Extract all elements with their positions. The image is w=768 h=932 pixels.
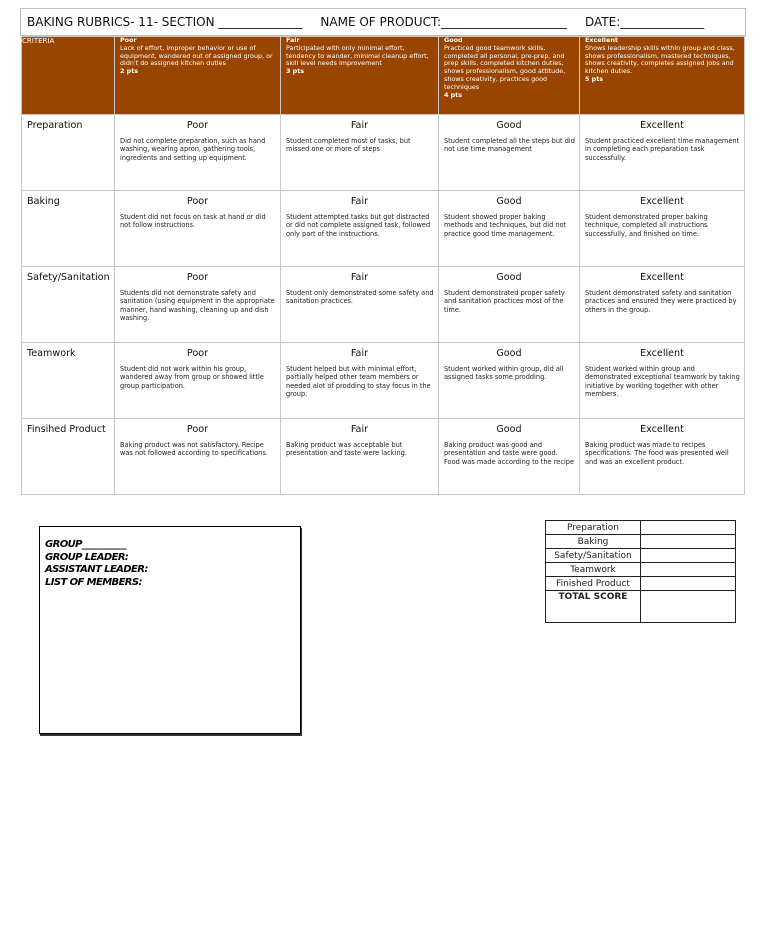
level-description: Practiced good teamwork skills, completed all personal, pre-prep, and prep skills, completed kitchen duties, shows professionalism, good attitude, shows creativity, practices good techniques <box>444 43 566 91</box>
criterion-label: Baking <box>22 191 115 267</box>
rubric-row-safety-sanitation <box>22 267 745 343</box>
level-title: Excellent <box>585 36 618 44</box>
level-header-excellent <box>580 37 745 115</box>
score-row <box>546 577 736 591</box>
group-info-box <box>39 526 301 734</box>
cell-level: Fair <box>350 424 369 435</box>
score-value-cell <box>641 521 736 535</box>
group-field: GROUP__________ <box>45 539 126 550</box>
cell-description: Student did not focus on task at hand or did not follow instructions. <box>120 213 266 230</box>
cell-description: Student worked within group, did all assigned tasks some prodding. <box>444 365 564 382</box>
cell-description: Student worked within group and demonstrated exceptional teamwork by taking initiative by working together with other members. <box>585 365 740 399</box>
score-value-cell <box>641 535 736 549</box>
cell-level: Fair <box>350 272 369 283</box>
rubric-cell <box>439 267 580 343</box>
score-row <box>546 549 736 563</box>
score-row <box>546 521 736 535</box>
criterion-label: Teamwork <box>22 343 115 419</box>
cell-level: Excellent <box>640 120 684 131</box>
rubric-header-row <box>22 37 745 115</box>
rubric-cell <box>281 267 439 343</box>
rubric-row-finished-product <box>22 419 745 495</box>
level-points: 4 pts <box>444 90 463 99</box>
score-label: Baking <box>546 535 641 549</box>
cell-description: Student did not work within his group, wandered away from group or showed little group participation. <box>120 365 264 390</box>
product-name-field: NAME OF PRODUCT:_____________________ <box>320 15 567 29</box>
level-title: Good <box>444 36 463 44</box>
total-score-cell <box>641 591 736 623</box>
cell-description: Baking product was good and presentation and taste were good. Food was made according to the recipe <box>444 441 575 466</box>
score-value-cell <box>641 577 736 591</box>
score-label: Finished Product <box>546 577 641 591</box>
criterion-label: Safety/Sanitation <box>22 267 115 343</box>
members-list-field: LIST OF MEMBERS: <box>45 576 142 588</box>
cell-level: Poor <box>186 196 209 207</box>
criterion-label: Finsihed Product <box>22 419 115 495</box>
level-description: Shows leadership skills within group and class, shows professionalism, mastered techniques, shows creativity, completes assigned jobs and kitchen duties. <box>585 43 735 76</box>
rubric-cell <box>115 267 281 343</box>
cell-description: Student practiced excellent time management in completing each preparation task successfully. <box>585 137 740 162</box>
cell-level: Good <box>496 348 522 359</box>
assistant-leader-field: ASSISTANT LEADER: <box>45 564 148 575</box>
cell-description: Baking product was not satisfactory. Recipe was not followed according to specifications. <box>120 441 268 458</box>
rubric-cell <box>580 267 745 343</box>
level-title: Fair <box>286 36 300 44</box>
cell-description: Student only demonstrated some safety and sanitation practices. <box>286 289 434 306</box>
cell-description: Baking product was made to recipes specifications. The food was presented well and was an excellent product. <box>585 441 729 466</box>
cell-level: Good <box>496 120 522 131</box>
rubric-row-baking <box>22 191 745 267</box>
cell-description: Did not complete preparation, such as hand washing, wearing apron, gathering tools, ingredients and setting up equipment. <box>120 137 266 162</box>
cell-description: Student attempted tasks but got distracted or did not complete assigned task, followed only part of the instructions. <box>286 213 431 238</box>
cell-description: Student completed all the steps but did not use time management <box>444 137 575 154</box>
total-score-row <box>546 591 736 623</box>
cell-description: Students did not demonstrate safety and sanitation (using equipment in the appropriate manner, hand washing, cleaning up and dish washing. <box>120 289 275 323</box>
rubric-cell <box>580 343 745 419</box>
rubric-cell <box>281 191 439 267</box>
cell-level: Poor <box>186 272 209 283</box>
score-value-cell <box>641 563 736 577</box>
level-points: 3 pts <box>286 67 305 76</box>
score-row <box>546 535 736 549</box>
rubric-cell <box>281 343 439 419</box>
rubric-cell <box>580 191 745 267</box>
cell-description: Baking product was acceptable but presentation and taste were lacking. <box>286 441 407 458</box>
rubric-row-preparation <box>22 115 745 191</box>
document-header <box>20 8 746 36</box>
cell-level: Good <box>496 272 522 283</box>
level-description: Participated with only minimal effort, tendency to wander, minimal cleanup effort, skill level needs improvement <box>286 43 429 68</box>
rubric-cell <box>439 191 580 267</box>
rubric-table <box>21 36 745 495</box>
score-table <box>545 520 736 623</box>
rubric-title: BAKING RUBRICS- 11- SECTION ______________ <box>27 15 303 29</box>
cell-level: Excellent <box>640 424 684 435</box>
level-header-poor <box>115 37 281 115</box>
cell-description: Student demonstrated proper baking technique, completed all instructions successfully, and finished on time. <box>585 213 708 238</box>
rubric-cell <box>580 115 745 191</box>
score-label: Safety/Sanitation <box>546 549 641 563</box>
criteria-header: CRITERIA <box>22 37 115 115</box>
rubric-cell <box>115 115 281 191</box>
cell-description: Student completed most of tasks, but missed one or more of steps <box>286 137 411 154</box>
cell-level: Excellent <box>640 272 684 283</box>
level-title: Poor <box>120 36 137 44</box>
rubric-cell <box>115 343 281 419</box>
score-label: Preparation <box>546 521 641 535</box>
cell-level: Poor <box>186 120 209 131</box>
cell-description: Student demonstrated safety and sanitation practices and ensured they were practiced by others in the group. <box>585 289 737 314</box>
rubric-cell <box>439 419 580 495</box>
score-row <box>546 563 736 577</box>
cell-level: Excellent <box>640 196 684 207</box>
score-value-cell <box>641 549 736 563</box>
cell-level: Excellent <box>640 348 684 359</box>
date-field: DATE:______________ <box>585 15 705 29</box>
group-leader-field: GROUP LEADER: <box>45 551 129 563</box>
rubric-cell <box>281 419 439 495</box>
cell-level: Poor <box>186 424 209 435</box>
cell-level: Good <box>496 196 522 207</box>
cell-description: Student helped but with minimal effort, partially helped other team members or needed alot of prodding to stay focus in the group. <box>286 365 431 399</box>
rubric-cell <box>115 419 281 495</box>
cell-level: Fair <box>350 120 369 131</box>
rubric-cell <box>281 115 439 191</box>
cell-description: Student demonstrated proper safety and sanitation practices most of the time. <box>444 289 565 314</box>
total-score-label: TOTAL SCORE <box>546 591 641 623</box>
score-label: Teamwork <box>546 563 641 577</box>
rubric-cell <box>115 191 281 267</box>
rubric-cell <box>580 419 745 495</box>
rubric-row-teamwork <box>22 343 745 419</box>
level-description: Lack of effort, improper behavior or use of equipment, wandered out of assigned group, or didn't do assigned kitchen duties <box>120 43 273 68</box>
cell-level: Good <box>496 424 522 435</box>
level-points: 2 pts <box>120 67 139 76</box>
level-points: 5 pts <box>585 74 604 83</box>
cell-level: Fair <box>350 348 369 359</box>
rubric-cell <box>439 115 580 191</box>
rubric-cell <box>439 343 580 419</box>
criterion-label: Preparation <box>22 115 115 191</box>
cell-level: Poor <box>186 348 209 359</box>
cell-level: Fair <box>350 196 369 207</box>
cell-description: Student showed proper baking methods and techniques, but did not practice good time management. <box>444 213 567 238</box>
level-header-fair <box>281 37 439 115</box>
level-header-good <box>439 37 580 115</box>
